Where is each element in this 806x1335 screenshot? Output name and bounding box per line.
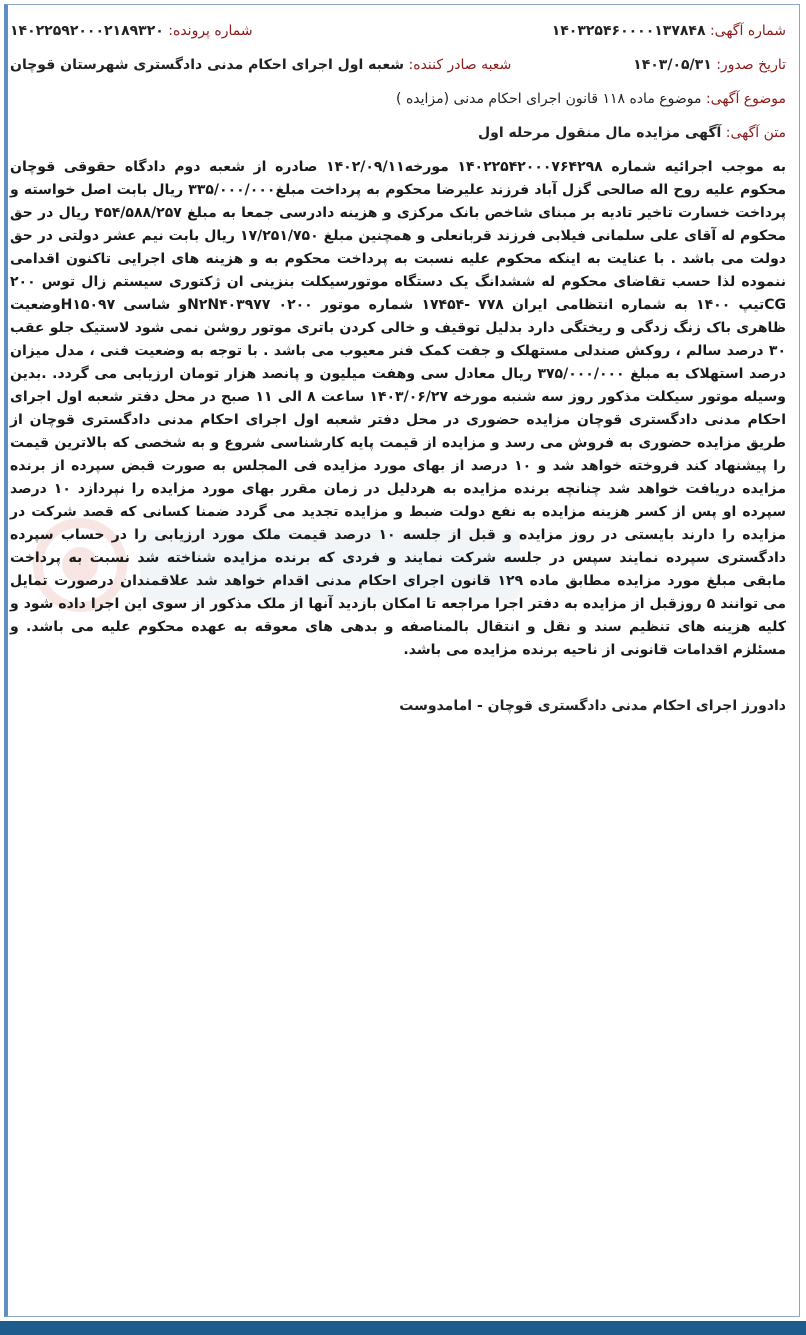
issuer-value: شعبه اول اجرای احکام مدنی دادگستری شهرستان قوچان [10, 57, 405, 73]
ad-number-value: ۱۴۰۳۲۵۴۶۰۰۰۰۱۳۷۸۴۸ [551, 23, 706, 39]
issuer-label: شعبه صادر کننده: [408, 57, 512, 73]
issue-date-label: تاریخ صدور: [716, 57, 786, 73]
subject-line [10, 88, 786, 110]
header-row-2 [10, 54, 786, 76]
text-title-line [10, 122, 786, 144]
text-title-label: متن آگهی: [725, 125, 786, 141]
signature: دادورز اجرای احکام مدنی دادگستری قوچان - امامدوست [399, 698, 786, 714]
bottom-bar [0, 1321, 806, 1335]
case-number-value: ۱۴۰۲۲۵۹۲۰۰۰۲۱۸۹۳۲۰ [10, 23, 164, 39]
header-row-1 [10, 20, 786, 42]
subject-label: موضوع آگهی: [705, 91, 786, 107]
subject-value: موضوع ماده ۱۱۸ قانون اجرای احکام مدنی (مزایده ) [396, 91, 702, 107]
announcement-document [10, 20, 786, 714]
ad-number [552, 20, 786, 42]
case-number-label: شماره پرونده: [168, 23, 253, 39]
case-number [10, 20, 253, 42]
ad-number-label: شماره آگهی: [709, 23, 786, 39]
text-title-value: آگهی مزایده مال منقول مرحله اول [478, 125, 722, 141]
announcement-body: به موجب اجرائیه شماره ۱۴۰۲۲۵۴۲۰۰۰۷۶۴۲۹۸ مورخه۱۴۰۲/۰۹/۱۱ صادره از شعبه دوم دادگاه حقوقی قوچان محکوم علیه روح اله صالحی گزل آباد فرزند علیرضا محکوم به پرداخت مبلغ۳۳۵/۰۰۰/۰۰۰ ریال بابت اصل خواسته و پرداخت خسارت تاخیر تادیه بر مبنای شاخص بانک مرکزی و هزینه دادرسی جمعا به مبلغ ۴۵۴/۵۸۸/۲۵۷ ریال در حق محکوم له آقای علی سلمانی فیلابی فرزند قربانعلی و همچنین مبلغ ۱۷/۲۵۱/۷۵۰ ریال بابت نیم عشر دولتی در حق دولت می باشد . با عنایت به اینکه محکوم علیه نسبت به پرداخت محکوم به و هزینه های اجرایی تاکنون اقدامی ننموده لذا حسب تقاضای محکوم له ششدانگ یک دستگاه موتورسیکلت بنزینی ان ژکتوری سیستم زال توس ۲۰۰ CGتیپ ۱۴۰۰ به شماره انتظامی ایران ۷۷۸ -۱۷۴۵۴ شماره موتور ۰۲۰۰ N۲N۴۰۳۹۷۷و شاسی H۱۵۰۹۷وضعیت ظاهری باک زنگ زدگی و ریختگی دارد بدلیل توقیف و خالی کردن باتری موتور روشن نمی شود لاستیک جلو عقب ۳۰ درصد سالم ، روکش صندلی مستهلک و جفت کمک فنر معیوب می باشد . با توجه به وضعیت فنی ، مدل میزان درصد استهلاک به مبلغ ۳۷۵/۰۰۰/۰۰۰ ریال معادل سی وهفت میلیون و پانصد هزار تومان ارزیابی می گردد. .بدین وسیله موتور سیکلت مذکور روز سه شنبه مورخه ۱۴۰۳/۰۶/۲۷ ساعت ۸ الی ۱۱ صبح در محل دفتر شعبه اول اجرای احکام مدنی دادگستری قوچان مزایده حضوری در محل دفتر شعبه اول اجرای احکام مدنی دادگستری قوچان از طریق مزایده حضوری به فروش می رسد و مزایده از قیمت پایه کارشناسی شروع و به شخصی که بالاترین قیمت را پیشنهاد کند فروخته خواهد شد و ۱۰ درصد از بهای مورد مزایده فی المجلس به صورت قبض سپرده از برنده مزایده دریافت خواهد شد چنانچه برنده مزایده به هردلیل در زمان مقرر بهای مورد مزایده را نپردازد ۱۰ درصد سپرده او پس از کسر هزینه مزایده به نفع دولت ضبط و مزایده تجدید می گردد ضمنا کسانی که قصد شرکت در مزایده را دارند بایستی در روز مزایده و قبل از جلسه ۱۰ درصد قیمت ملک مورد ارزیابی را در حساب سپرده دادگستری سپرده نمایند سپس در جلسه شرکت نمایند و فردی که برنده مزایده شناخته شد نسبت به پرداخت مابقی مبلغ مورد مزایده مطابق ماده ۱۲۹ قانون اجرای احکام مدنی اقدام خواهد شد علاقمندان درصورت تمایل می توانند ۵ روزقبل از مزایده به دفتر اجرا مراجعه تا امکان بازدید آنها از ملک مذکور از سوی این اجرا داده شود و کلیه هزینه های تنظیم سند و نقل و انتقال بالمناصفه و بدهی های معوقه به عهده محکوم علیه می باشد. و مسئلزم اقدامات قانونی از ناحیه برنده مزایده می باشد. [10, 159, 787, 658]
issuer [10, 54, 511, 76]
issue-date-value: ۱۴۰۳/۰۵/۳۱ [633, 57, 712, 73]
issue-date [633, 54, 786, 76]
